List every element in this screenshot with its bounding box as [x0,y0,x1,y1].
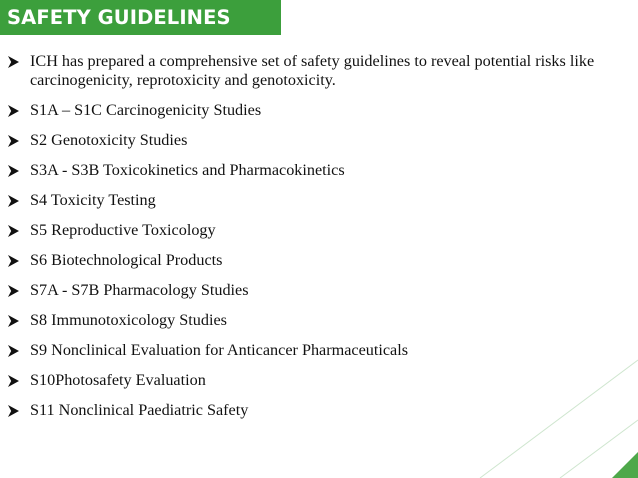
bullet-item [8,52,628,90]
arrowhead-bullet-icon [8,401,30,420]
arrowhead-bullet-icon [8,281,30,300]
bullet-text: S2 Genotoxicity Studies [30,131,188,149]
bullet-item [8,221,628,240]
arrowhead-bullet-icon [8,131,30,150]
arrowhead-bullet-icon [8,311,30,330]
arrowhead-bullet-icon [8,341,30,360]
bullet-text: S8 Immunotoxicology Studies [30,311,227,329]
bullet-item [8,131,628,150]
bullet-item [8,191,628,210]
bullet-text: S11 Nonclinical Paediatric Safety [30,401,249,419]
slide-title: SAFETY GUIDELINES [7,5,231,29]
bullet-list [8,52,628,431]
bullet-text: S6 Biotechnological Products [30,251,223,269]
arrowhead-bullet-icon [8,191,30,210]
bullet-item [8,341,628,360]
arrowhead-bullet-icon [8,251,30,270]
bullet-text: S3A - S3B Toxicokinetics and Pharmacokinetics [30,161,345,179]
bullet-text: S4 Toxicity Testing [30,191,156,209]
arrowhead-bullet-icon [8,101,30,120]
bullet-item [8,281,628,300]
bullet-item [8,161,628,180]
bullet-text: S9 Nonclinical Evaluation for Anticancer Pharmaceuticals [30,341,409,359]
bullet-text: S1A – S1C Carcinogenicity Studies [30,101,262,119]
bullet-text: ICH has prepared a comprehensive set of safety guidelines to reveal potential risks like carcinogenicity, reprotoxicity and genotoxicity. [30,52,595,89]
corner-accent-triangle [612,452,638,478]
bullet-item [8,101,628,120]
title-bar [0,0,281,35]
bullet-text: S7A - S7B Pharmacology Studies [30,281,249,299]
bullet-item [8,251,628,270]
arrowhead-bullet-icon [8,371,30,390]
arrowhead-bullet-icon [8,221,30,240]
bullet-item [8,311,628,330]
arrowhead-bullet-icon [8,161,30,180]
bullet-item [8,371,628,390]
arrowhead-bullet-icon [8,52,30,71]
bullet-item [8,401,628,420]
bullet-text: S10Photosafety Evaluation [30,371,206,389]
bullet-text: S5 Reproductive Toxicology [30,221,216,239]
